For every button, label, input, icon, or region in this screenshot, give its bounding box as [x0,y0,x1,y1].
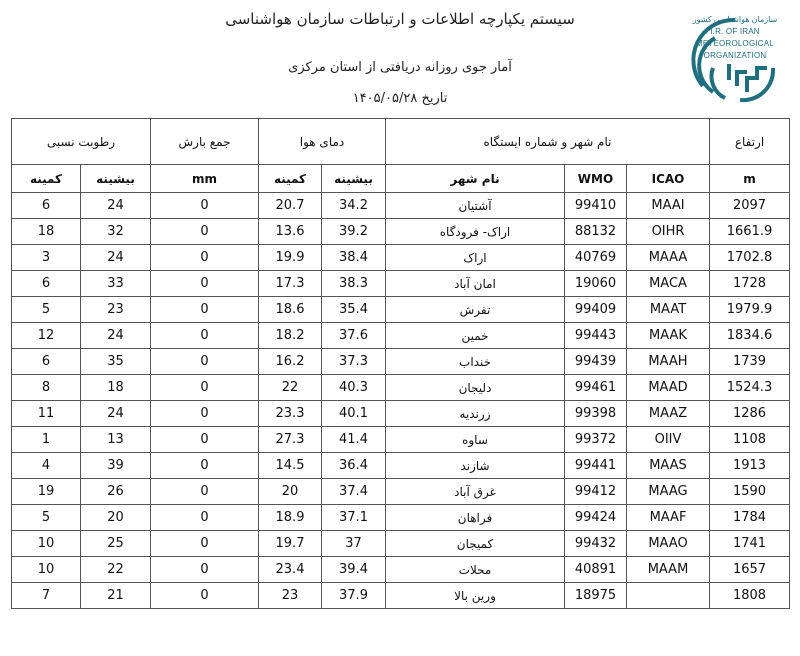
wmo-code-cell: 99441 [565,453,627,479]
sub-header-row [12,165,790,193]
humidity-min-cell: 18 [12,219,81,245]
rainfall-cell: 0 [151,505,259,531]
city-name-cell: غرق آباد [386,479,565,505]
city-name-cell: آشتیان [386,193,565,219]
subheader-temp-max: بیشینه [322,165,386,193]
humidity-min-cell: 11 [12,401,81,427]
icao-code-cell: MAAA [627,245,710,271]
humidity-min-cell: 10 [12,557,81,583]
icao-code-cell: MAAO [627,531,710,557]
header-rain: جمع بارش [151,119,259,165]
logo-text [690,14,780,62]
icao-code-cell: MAAK [627,323,710,349]
humidity-max-cell: 32 [81,219,151,245]
wmo-code-cell: 99424 [565,505,627,531]
city-name-cell: زرندیه [386,401,565,427]
icao-code-cell: MAAT [627,297,710,323]
subheader-wmo: WMO [565,165,627,193]
temperature-min-cell: 22 [259,375,322,401]
wmo-code-cell: 99443 [565,323,627,349]
header-humidity: رطوبت نسبی [12,119,151,165]
subheader-rain-unit: mm [151,165,259,193]
humidity-max-cell: 20 [81,505,151,531]
temperature-min-cell: 17.3 [259,271,322,297]
system-title: سیستم یکپارچه اطلاعات و ارتباطات سازمان هواشناسی [225,10,575,28]
wmo-code-cell: 99412 [565,479,627,505]
elevation-cell: 2097 [710,193,790,219]
elevation-cell: 1741 [710,531,790,557]
humidity-min-cell: 5 [12,297,81,323]
temperature-min-cell: 23.3 [259,401,322,427]
temperature-max-cell: 37.4 [322,479,386,505]
rainfall-cell: 0 [151,401,259,427]
elevation-cell: 1834.6 [710,323,790,349]
table-row [12,193,790,219]
elevation-cell: 1913 [710,453,790,479]
table-row [12,219,790,245]
subheader-humidity-min: کمینه [12,165,81,193]
table-row [12,245,790,271]
rainfall-cell: 0 [151,531,259,557]
temperature-max-cell: 36.4 [322,453,386,479]
humidity-max-cell: 24 [81,193,151,219]
table-row [12,323,790,349]
elevation-cell: 1702.8 [710,245,790,271]
wmo-code-cell: 99409 [565,297,627,323]
temperature-max-cell: 37 [322,531,386,557]
temperature-max-cell: 34.2 [322,193,386,219]
temperature-min-cell: 19.9 [259,245,322,271]
humidity-min-cell: 12 [12,323,81,349]
elevation-cell: 1728 [710,271,790,297]
city-name-cell: محلات [386,557,565,583]
logo-fa-text: سازمان هواشناسی کشور [692,15,778,24]
humidity-max-cell: 22 [81,557,151,583]
humidity-max-cell: 25 [81,531,151,557]
wmo-code-cell: 18975 [565,583,627,609]
city-name-cell: خمین [386,323,565,349]
temperature-max-cell: 38.4 [322,245,386,271]
report-date: تاریخ ۱۴۰۵/۰۵/۲۸ [352,91,448,106]
temperature-max-cell: 37.1 [322,505,386,531]
city-name-cell: امان آباد [386,271,565,297]
logo-en-line2: METEOROLOGICAL [696,39,774,48]
wmo-code-cell: 88132 [565,219,627,245]
rainfall-cell: 0 [151,583,259,609]
subheader-humidity-max: بیشینه [81,165,151,193]
icao-code-cell: MAAF [627,505,710,531]
humidity-min-cell: 6 [12,193,81,219]
city-name-cell: اراک- فرودگاه [386,219,565,245]
city-name-cell: ساوه [386,427,565,453]
table-row [12,531,790,557]
rainfall-cell: 0 [151,271,259,297]
humidity-max-cell: 21 [81,583,151,609]
rainfall-cell: 0 [151,349,259,375]
elevation-cell: 1590 [710,479,790,505]
humidity-max-cell: 39 [81,453,151,479]
temperature-max-cell: 39.4 [322,557,386,583]
table-row [12,401,790,427]
icao-code-cell: MAAZ [627,401,710,427]
rainfall-cell: 0 [151,297,259,323]
wmo-code-cell: 19060 [565,271,627,297]
temperature-min-cell: 20.7 [259,193,322,219]
logo-en-line1: I.R. OF IRAN [710,27,760,36]
city-name-cell: شازند [386,453,565,479]
rainfall-cell: 0 [151,375,259,401]
icao-code-cell: MAAM [627,557,710,583]
humidity-min-cell: 8 [12,375,81,401]
icao-code-cell: MAAG [627,479,710,505]
rainfall-cell: 0 [151,323,259,349]
table-row [12,297,790,323]
temperature-min-cell: 16.2 [259,349,322,375]
temperature-min-cell: 27.3 [259,427,322,453]
icao-code-cell: MACA [627,271,710,297]
temperature-min-cell: 18.6 [259,297,322,323]
icao-code-cell: MAAI [627,193,710,219]
wmo-code-cell: 99432 [565,531,627,557]
elevation-cell: 1784 [710,505,790,531]
wmo-code-cell: 99461 [565,375,627,401]
humidity-max-cell: 13 [81,427,151,453]
rainfall-cell: 0 [151,557,259,583]
humidity-min-cell: 4 [12,453,81,479]
table-row [12,427,790,453]
subheader-elevation-unit: m [710,165,790,193]
elevation-cell: 1108 [710,427,790,453]
wmo-code-cell: 99372 [565,427,627,453]
rainfall-cell: 0 [151,479,259,505]
wmo-code-cell: 99410 [565,193,627,219]
city-name-cell: کمیجان [386,531,565,557]
humidity-min-cell: 6 [12,349,81,375]
icao-code-cell: MAAD [627,375,710,401]
temperature-max-cell: 37.9 [322,583,386,609]
elevation-cell: 1808 [710,583,790,609]
humidity-min-cell: 3 [12,245,81,271]
elevation-cell: 1524.3 [710,375,790,401]
header-elevation: ارتفاع [710,119,790,165]
temperature-min-cell: 20 [259,479,322,505]
icao-code-cell: OIHR [627,219,710,245]
table-row [12,271,790,297]
rainfall-cell: 0 [151,193,259,219]
temperature-min-cell: 13.6 [259,219,322,245]
table-row [12,505,790,531]
subheader-temp-min: کمینه [259,165,322,193]
temperature-min-cell: 23.4 [259,557,322,583]
temperature-max-cell: 40.1 [322,401,386,427]
city-name-cell: ورین بالا [386,583,565,609]
rainfall-cell: 0 [151,453,259,479]
group-header-row [12,119,790,165]
city-name-cell: خنداب [386,349,565,375]
temperature-max-cell: 37.6 [322,323,386,349]
humidity-min-cell: 5 [12,505,81,531]
city-name-cell: تفرش [386,297,565,323]
humidity-min-cell: 19 [12,479,81,505]
weather-stats-table [11,118,790,609]
wmo-code-cell: 40891 [565,557,627,583]
report-title: آمار جوی روزانه دریافتی از استان مرکزی [288,60,512,75]
temperature-min-cell: 18.9 [259,505,322,531]
city-name-cell: فراهان [386,505,565,531]
humidity-max-cell: 24 [81,401,151,427]
elevation-cell: 1979.9 [710,297,790,323]
elevation-cell: 1661.9 [710,219,790,245]
humidity-min-cell: 7 [12,583,81,609]
humidity-max-cell: 18 [81,375,151,401]
city-name-cell: دلیجان [386,375,565,401]
report-header [0,0,800,118]
rainfall-cell: 0 [151,427,259,453]
temperature-min-cell: 19.7 [259,531,322,557]
elevation-cell: 1286 [710,401,790,427]
subheader-icao: ICAO [627,165,710,193]
temperature-max-cell: 41.4 [322,427,386,453]
temperature-max-cell: 37.3 [322,349,386,375]
table-row [12,349,790,375]
humidity-min-cell: 1 [12,427,81,453]
humidity-max-cell: 23 [81,297,151,323]
humidity-max-cell: 24 [81,323,151,349]
header-station: نام شهر و شماره ایستگاه [386,119,710,165]
icao-code-cell: OIIV [627,427,710,453]
icao-code-cell [627,583,710,609]
city-name-cell: اراک [386,245,565,271]
table-row [12,557,790,583]
table-row [12,479,790,505]
icao-code-cell: MAAH [627,349,710,375]
temperature-max-cell: 38.3 [322,271,386,297]
humidity-max-cell: 26 [81,479,151,505]
subheader-city: نام شهر [386,165,565,193]
icao-code-cell: MAAS [627,453,710,479]
wmo-code-cell: 99439 [565,349,627,375]
logo-en-line3: ORGANIZATION [703,51,767,60]
table-row [12,583,790,609]
humidity-max-cell: 24 [81,245,151,271]
temperature-min-cell: 23 [259,583,322,609]
wmo-code-cell: 40769 [565,245,627,271]
rainfall-cell: 0 [151,245,259,271]
elevation-cell: 1739 [710,349,790,375]
humidity-max-cell: 33 [81,271,151,297]
temperature-min-cell: 18.2 [259,323,322,349]
table-row [12,453,790,479]
humidity-max-cell: 35 [81,349,151,375]
header-temperature: دمای هوا [259,119,386,165]
humidity-min-cell: 6 [12,271,81,297]
rainfall-cell: 0 [151,219,259,245]
temperature-min-cell: 14.5 [259,453,322,479]
temperature-max-cell: 39.2 [322,219,386,245]
temperature-max-cell: 35.4 [322,297,386,323]
table-row [12,375,790,401]
wmo-code-cell: 99398 [565,401,627,427]
humidity-min-cell: 10 [12,531,81,557]
temperature-max-cell: 40.3 [322,375,386,401]
elevation-cell: 1657 [710,557,790,583]
